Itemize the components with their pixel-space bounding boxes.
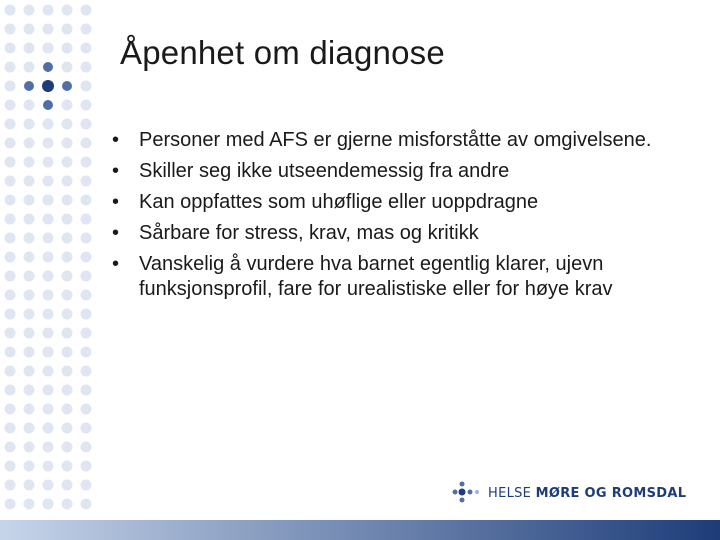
decorative-dot (62, 404, 73, 415)
decorative-dot (81, 423, 92, 434)
decorative-dot (24, 119, 35, 130)
decorative-dot (62, 252, 73, 263)
decorative-dot (62, 366, 73, 377)
decorative-dot (24, 81, 34, 91)
decorative-dot (62, 480, 73, 491)
decorative-dot (24, 138, 35, 149)
decorative-dot (81, 119, 92, 130)
decorative-dot (5, 404, 16, 415)
decorative-dot (24, 214, 35, 225)
bullet-text: Vanskelig å vurdere hva barnet egentlig klarer, ujevn funksjonsprofil, fare for urealistiske eller for høye krav (139, 253, 613, 300)
decorative-dot (43, 404, 54, 415)
logo-text (488, 486, 686, 501)
decorative-dot (5, 138, 16, 149)
decorative-dot (24, 347, 35, 358)
decorative-dot (42, 80, 54, 92)
decorative-dot (62, 423, 73, 434)
decorative-dot (43, 385, 54, 396)
decorative-dot (62, 499, 73, 510)
decorative-dot (5, 252, 16, 263)
decorative-dot (5, 5, 16, 16)
decorative-dot (62, 81, 72, 91)
decorative-dot (24, 233, 35, 244)
decorative-dot (81, 62, 92, 73)
decorative-dot (5, 195, 16, 206)
decorative-dot (81, 404, 92, 415)
decorative-dot (24, 43, 35, 54)
decorative-dot (24, 290, 35, 301)
decorative-dot (81, 461, 92, 472)
bullet-marker: • (112, 160, 120, 182)
decorative-dot (81, 214, 92, 225)
decorative-dot (81, 176, 92, 187)
bullet-text: Kan oppfattes som uhøflige eller uoppdragne (139, 191, 539, 213)
decorative-dot (24, 271, 35, 282)
decorative-dot (5, 81, 16, 92)
decorative-dot (62, 214, 73, 225)
decorative-dot (62, 5, 73, 16)
decorative-dot (5, 385, 16, 396)
decorative-dot (43, 176, 54, 187)
decorative-dot (62, 309, 73, 320)
decorative-dot (62, 461, 73, 472)
decorative-dot (5, 157, 16, 168)
bullet-text: Personer med AFS er gjerne misforståtte av omgivelsene. (139, 129, 652, 151)
decorative-dot (81, 499, 92, 510)
bottom-band (0, 520, 720, 540)
decorative-dot (81, 43, 92, 54)
decorative-dot (24, 24, 35, 35)
decorative-dot (5, 480, 16, 491)
decorative-dot (24, 176, 35, 187)
decorative-dot (43, 423, 54, 434)
decorative-dot (43, 62, 53, 72)
decorative-dot (62, 157, 73, 168)
decorative-dot (62, 271, 73, 282)
decorative-dot (24, 100, 35, 111)
decorative-dot (5, 176, 16, 187)
decorative-dot (5, 499, 16, 510)
decorative-dot (81, 138, 92, 149)
decorative-dot (62, 195, 73, 206)
decorative-dot (24, 5, 35, 16)
decorative-dot (43, 328, 54, 339)
decorative-dot (62, 24, 73, 35)
decorative-dot (24, 195, 35, 206)
decorative-dot (5, 423, 16, 434)
decorative-dot (5, 100, 16, 111)
decorative-dot (43, 138, 54, 149)
decorative-dot (5, 24, 16, 35)
decorative-dot (43, 5, 54, 16)
bullet-text: Sårbare for stress, krav, mas og kritikk (139, 222, 479, 244)
decorative-dot (43, 100, 53, 110)
decorative-dot (62, 43, 73, 54)
decorative-dot (5, 347, 16, 358)
decorative-dot (24, 157, 35, 168)
decorative-dot (43, 366, 54, 377)
decorative-dot (24, 366, 35, 377)
decorative-dot (5, 328, 16, 339)
bullet-item (112, 190, 672, 215)
decorative-dot (43, 233, 54, 244)
decorative-dot (43, 43, 54, 54)
bullet-item (112, 128, 672, 153)
decorative-dot (43, 195, 54, 206)
bullet-marker: • (112, 222, 120, 244)
decorative-dot (5, 43, 16, 54)
logo-dots-icon (452, 480, 482, 506)
logo-word-region: MØRE OG ROMSDAL (535, 485, 687, 501)
decorative-dot (81, 252, 92, 263)
decorative-dot (5, 214, 16, 225)
decorative-dot (81, 271, 92, 282)
decorative-dot (5, 442, 16, 453)
decorative-dot (5, 119, 16, 130)
decorative-dot (81, 233, 92, 244)
decorative-dot (5, 271, 16, 282)
decorative-dot (24, 461, 35, 472)
decorative-dot (43, 347, 54, 358)
decorative-dot (43, 480, 54, 491)
decorative-dot (24, 252, 35, 263)
decorative-dot (24, 480, 35, 491)
decorative-dot (81, 24, 92, 35)
bullet-item (112, 252, 672, 302)
decorative-dot (81, 442, 92, 453)
decorative-dot (62, 328, 73, 339)
bullet-marker: • (112, 253, 120, 275)
decorative-dot (81, 309, 92, 320)
decorative-dot-grid (0, 0, 100, 520)
decorative-dot (81, 157, 92, 168)
decorative-dot (62, 176, 73, 187)
decorative-dot (43, 309, 54, 320)
decorative-dot (62, 347, 73, 358)
decorative-dot (81, 81, 92, 92)
decorative-dot (81, 347, 92, 358)
decorative-dot (5, 290, 16, 301)
decorative-dot (24, 442, 35, 453)
decorative-dot (5, 233, 16, 244)
decorative-dot (62, 100, 73, 111)
logo-word-helse: HELSE (488, 485, 532, 501)
decorative-dot (81, 480, 92, 491)
decorative-dot (43, 252, 54, 263)
decorative-dot (43, 442, 54, 453)
decorative-dot (5, 366, 16, 377)
decorative-dot (43, 461, 54, 472)
decorative-dot (24, 404, 35, 415)
decorative-dot (24, 499, 35, 510)
decorative-dot (43, 157, 54, 168)
decorative-dot (24, 385, 35, 396)
decorative-dot (62, 233, 73, 244)
decorative-dot (5, 62, 16, 73)
decorative-dot (43, 290, 54, 301)
decorative-dot (24, 328, 35, 339)
bullet-item (112, 159, 672, 184)
decorative-dot (81, 290, 92, 301)
decorative-dot (81, 5, 92, 16)
bullet-text: Skiller seg ikke utseendemessig fra andre (139, 160, 510, 182)
decorative-dot (62, 442, 73, 453)
decorative-dot (24, 309, 35, 320)
decorative-dot (81, 100, 92, 111)
decorative-dot (43, 271, 54, 282)
decorative-dot (5, 309, 16, 320)
bullet-item (112, 221, 672, 246)
decorative-dot (62, 62, 73, 73)
decorative-dot (81, 385, 92, 396)
decorative-dot (81, 328, 92, 339)
decorative-dot (43, 214, 54, 225)
decorative-dot (62, 119, 73, 130)
brand-logo (452, 480, 686, 506)
decorative-dot (62, 385, 73, 396)
decorative-dot (81, 366, 92, 377)
decorative-dot (81, 195, 92, 206)
decorative-dot (24, 423, 35, 434)
decorative-dot (43, 499, 54, 510)
decorative-dot (5, 461, 16, 472)
bullet-list (112, 128, 672, 308)
bullet-marker: • (112, 129, 120, 151)
decorative-dot (43, 119, 54, 130)
decorative-dot (62, 138, 73, 149)
slide-title: Åpenhet om diagnose (120, 34, 445, 71)
decorative-dot (43, 24, 54, 35)
bullet-marker: • (112, 191, 120, 213)
decorative-dot (62, 290, 73, 301)
decorative-dot (24, 62, 35, 73)
